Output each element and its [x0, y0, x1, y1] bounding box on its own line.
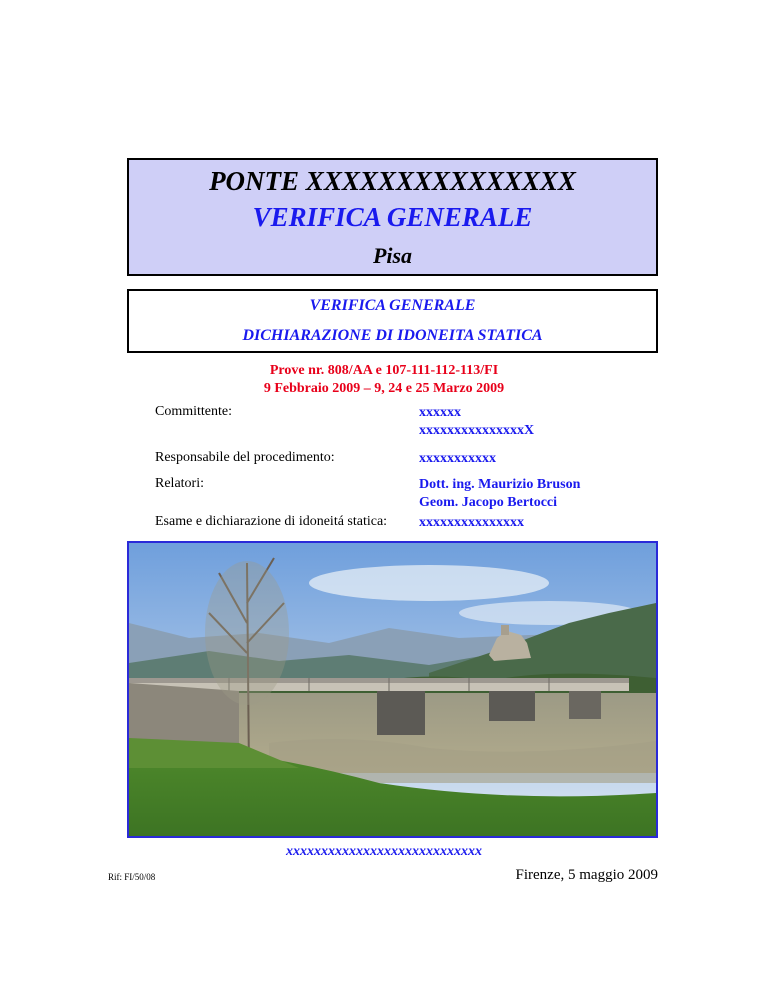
title-box: [127, 158, 658, 276]
tests-line-1: Prove nr. 808/AA e 107-111-112-113/FI: [269, 363, 499, 378]
info-label: Committente:: [155, 404, 232, 419]
info-label: Esame e dichiarazione di idoneitá statica:: [155, 514, 388, 529]
info-value-line: Dott. ing. Maurizio Bruson: [419, 477, 581, 492]
info-value: [419, 514, 524, 532]
info-value-line: xxxxxxxxxxx: [419, 451, 496, 466]
info-value-line: Geom. Jacopo Bertocci: [419, 495, 558, 510]
info-label: Relatori:: [155, 476, 204, 491]
title-line-1: PONTE XXXXXXXXXXXXXXX: [209, 166, 576, 196]
bridge-photo: [127, 541, 658, 838]
info-value: [419, 450, 496, 468]
place-date: Firenze, 5 maggio 2009: [515, 867, 658, 883]
info-value: [419, 404, 534, 440]
subtitle-line-1: VERIFICA GENERALE: [309, 297, 476, 314]
info-value: [419, 476, 580, 512]
reference-code: Rif: FI/50/08: [108, 872, 156, 882]
info-value-line: xxxxxxxxxxxxxxx: [419, 515, 524, 530]
tests-line-2: 9 Febbraio 2009 – 9, 24 e 25 Marzo 2009: [263, 381, 505, 396]
info-label: Responsabile del procedimento:: [155, 450, 335, 465]
bridge-photo-illustration: [129, 543, 656, 836]
title-line-3: Pisa: [372, 243, 413, 268]
photo-caption: xxxxxxxxxxxxxxxxxxxxxxxxxxxx: [286, 844, 482, 859]
subtitle-line-2: DICHIARAZIONE DI IDONEITA STATICA: [242, 327, 543, 344]
info-value-line: xxxxxxxxxxxxxxxX: [419, 423, 535, 438]
title-line-2: VERIFICA GENERALE: [252, 202, 533, 232]
info-value-line: xxxxxx: [419, 405, 461, 420]
tests-block: [0, 362, 768, 398]
subtitle-box: [127, 289, 658, 353]
